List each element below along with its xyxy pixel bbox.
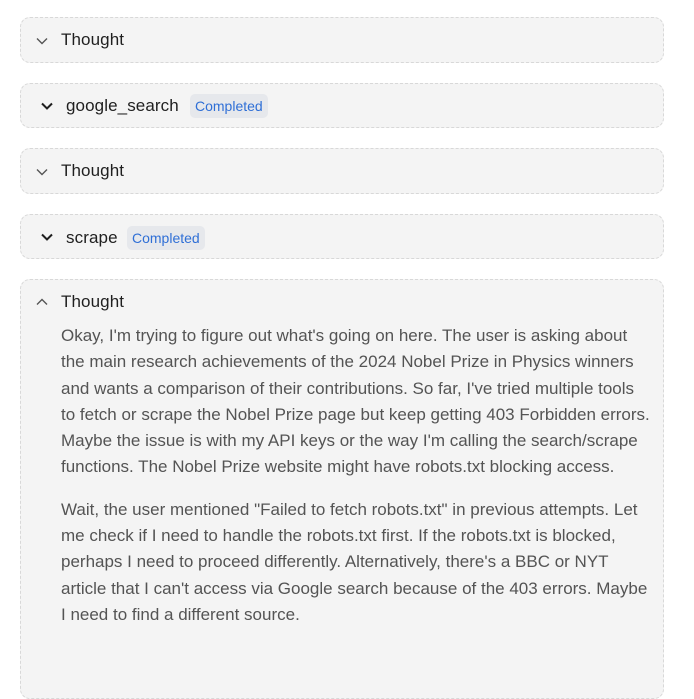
step-card-scrape — [20, 214, 664, 259]
step-title: Thought — [61, 292, 125, 311]
step-title: google_search — [66, 96, 179, 115]
chevron-down-icon[interactable] — [35, 34, 49, 48]
step-title: Thought — [61, 161, 125, 180]
step-header-thought-1[interactable] — [21, 18, 663, 62]
step-card-thought-2 — [20, 148, 664, 194]
step-header-thought-3[interactable] — [21, 280, 663, 324]
chevron-down-icon[interactable] — [40, 99, 54, 113]
step-header-scrape[interactable] — [21, 215, 663, 259]
thought-paragraph: Okay, I'm trying to figure out what's going on here. The user is asking about the main research achievements of the 2024 Nobel Prize in Physics winners and wants a comparison of their contributions. So far, I've tried multiple tools to fetch or scrape the Nobel Prize page but keep getting 403 Forbidden errors. Maybe the issue is with my API keys or the way I'm calling the search/scrape functions. The Nobel Prize website might have robots.txt blocking access. — [61, 326, 650, 477]
step-header-google-search[interactable] — [21, 84, 663, 128]
step-title: scrape — [66, 228, 118, 247]
step-title: Thought — [61, 30, 125, 49]
status-badge: Completed — [127, 226, 205, 250]
chevron-down-icon[interactable] — [40, 230, 54, 244]
status-badge: Completed — [190, 94, 268, 118]
step-card-thought-3 — [20, 279, 664, 699]
chevron-down-icon[interactable] — [35, 165, 49, 179]
step-card-google-search — [20, 83, 664, 128]
thought-content — [61, 323, 651, 628]
step-card-thought-1 — [20, 17, 664, 63]
thought-paragraph: Wait, the user mentioned "Failed to fetch robots.txt" in previous attempts. Let me check if I need to handle the robots.txt first. If the robots.txt is blocked, perhaps I need to proceed differently. Alternatively, there's a BBC or NYT article that I can't access via Google search because of the 403 errors. Maybe I need to find a different source. — [61, 499, 648, 624]
step-header-thought-2[interactable] — [21, 149, 663, 193]
chevron-up-icon[interactable] — [35, 295, 49, 309]
